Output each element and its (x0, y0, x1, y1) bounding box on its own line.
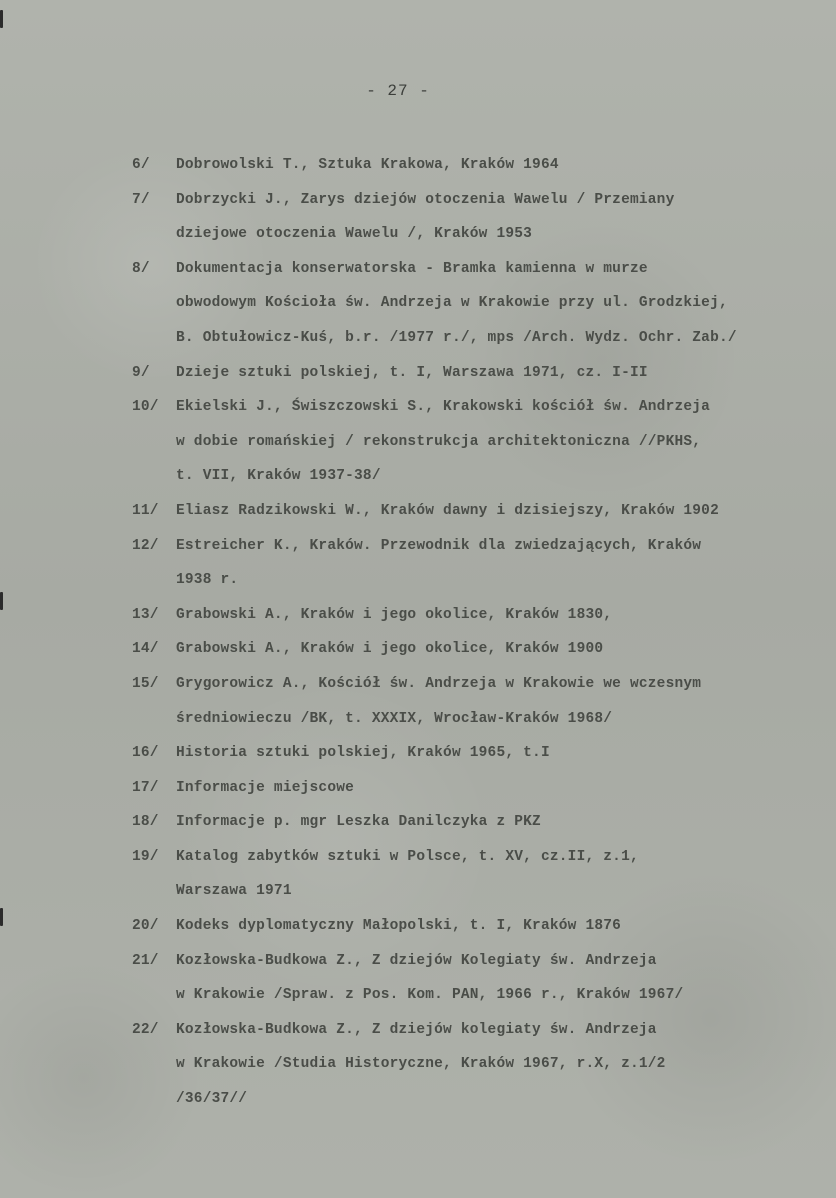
entry-number: 22/ (132, 1021, 159, 1038)
entry-number: 12/ (132, 537, 159, 554)
entry-text (176, 632, 822, 667)
entry-line: Informacje miejscowe (176, 779, 355, 796)
entry-line: Kozłowska-Budkowa Z., Z dziejów kolegiaty św. Andrzeja (176, 1021, 657, 1038)
entry-text (176, 390, 822, 494)
bibliography-entry (132, 494, 822, 529)
entry-number: 14/ (132, 641, 159, 658)
entry-line: Dokumentacja konserwatorska - Bramka kamienna w murze (176, 260, 648, 277)
page-number: - 27 - (366, 82, 430, 100)
entry-line: Informacje p. mgr Leszka Danilczyka z PKZ (176, 814, 541, 831)
entry-line: Dobrzycki J., Zarys dziejów otoczenia Wawelu / Przemiany (176, 191, 675, 208)
entry-text (176, 183, 822, 252)
page-edge-mark-lower (0, 908, 3, 926)
bibliography-entry (132, 805, 822, 840)
entry-line: w dobie romańskiej / rekonstrukcja architektoniczna //PKHS, (176, 433, 702, 450)
bibliography-entry (132, 598, 822, 633)
bibliography-entry (132, 1013, 822, 1117)
entry-text (176, 805, 822, 840)
entry-number: 8/ (132, 260, 150, 277)
entry-text (176, 252, 822, 356)
entry-text (176, 840, 822, 909)
entry-line: w Krakowie /Studia Historyczne, Kraków 1967, r.X, z.1/2 (176, 1056, 666, 1073)
entry-line: Grabowski A., Kraków i jego okolice, Kraków 1900 (176, 641, 604, 658)
entry-number: 11/ (132, 502, 159, 519)
bibliography-entry (132, 840, 822, 909)
page-edge-mark-top (0, 10, 3, 28)
entry-number: 20/ (132, 918, 159, 935)
bibliography-list (132, 148, 822, 1117)
entry-number: 7/ (132, 191, 150, 208)
entry-number: 16/ (132, 745, 159, 762)
entry-text (176, 494, 822, 529)
bibliography-entry (132, 390, 822, 494)
page-edge-mark-middle (0, 592, 3, 610)
entry-number: 10/ (132, 399, 159, 416)
entry-number: 17/ (132, 779, 159, 796)
entry-line: B. Obtułowicz-Kuś, b.r. /1977 r./, mps /Arch. Wydz. Ochr. Zab./ (176, 329, 737, 346)
bibliography-entry (132, 632, 822, 667)
entry-number: 6/ (132, 157, 150, 173)
entry-text (176, 1013, 822, 1117)
entry-line: Eliasz Radzikowski W., Kraków dawny i dzisiejszy, Kraków 1902 (176, 502, 719, 519)
entry-number: 15/ (132, 675, 159, 692)
entry-line: obwodowym Kościoła św. Andrzeja w Krakowie przy ul. Grodzkiej, (176, 295, 728, 312)
bibliography-entry (132, 529, 822, 598)
bibliography-entry (132, 667, 822, 736)
entry-text (176, 771, 822, 806)
entry-line: 1938 r. (176, 572, 239, 589)
entry-text (176, 909, 822, 944)
entry-line: Ekielski J., Świszczowski S., Krakowski kościół św. Andrzeja (176, 399, 711, 416)
entry-line: Kozłowska-Budkowa Z., Z dziejów Kolegiaty św. Andrzeja (176, 952, 657, 969)
bibliography-entry (132, 183, 822, 252)
entry-line: Estreicher K., Kraków. Przewodnik dla zwiedzających, Kraków (176, 537, 702, 554)
bibliography-entry (132, 944, 822, 1013)
entry-text (176, 148, 822, 183)
entry-number: 19/ (132, 848, 159, 865)
entry-line: Katalog zabytków sztuki w Polsce, t. XV, cz.II, z.1, (176, 848, 639, 865)
entry-text (176, 736, 822, 771)
bibliography-entry (132, 148, 822, 183)
bibliography-entry (132, 909, 822, 944)
entry-line: dziejowe otoczenia Wawelu /, Kraków 1953 (176, 226, 533, 243)
entry-text (176, 529, 822, 598)
bibliography-entry (132, 736, 822, 771)
entry-line: Dzieje sztuki polskiej, t. I, Warszawa 1971, cz. I-II (176, 364, 648, 381)
entry-line: średniowieczu /BK, t. XXXIX, Wrocław-Kraków 1968/ (176, 710, 613, 727)
entry-line: Grabowski A., Kraków i jego okolice, Kraków 1830, (176, 606, 613, 623)
bibliography-entry (132, 252, 822, 356)
bibliography-entry (132, 771, 822, 806)
entry-line: Dobrowolski T., Sztuka Krakowa, Kraków 1964 (176, 157, 559, 173)
entry-line: Kodeks dyplomatyczny Małopolski, t. I, Kraków 1876 (176, 918, 622, 935)
entry-number: 18/ (132, 814, 159, 831)
entry-line: Warszawa 1971 (176, 883, 292, 900)
entry-number: 13/ (132, 606, 159, 623)
entry-text (176, 667, 822, 736)
entry-line: Grygorowicz A., Kościół św. Andrzeja w Krakowie we wczesnym (176, 675, 702, 692)
entry-text (176, 944, 822, 1013)
entry-number: 21/ (132, 952, 159, 969)
bibliography-entry (132, 356, 822, 391)
entry-line: Historia sztuki polskiej, Kraków 1965, t.I (176, 745, 550, 762)
entry-line: t. VII, Kraków 1937-38/ (176, 468, 381, 485)
entry-line: /36/37// (176, 1091, 248, 1108)
entry-text (176, 598, 822, 633)
entry-text (176, 356, 822, 391)
entry-number: 9/ (132, 364, 150, 381)
entry-line: w Krakowie /Spraw. z Pos. Kom. PAN, 1966 r., Kraków 1967/ (176, 987, 684, 1004)
